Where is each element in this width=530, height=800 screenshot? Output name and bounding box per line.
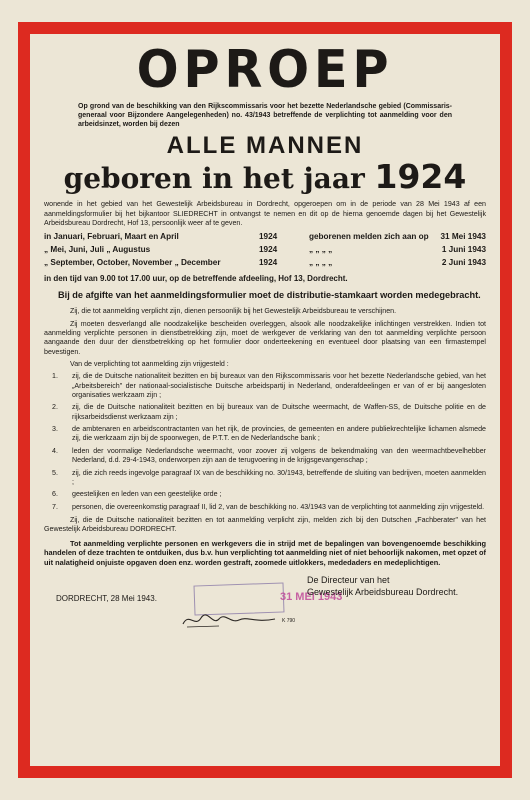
- list-item-text: leden der voormalige Nederlandsche weermacht, voor zoover zij volgens de bekendmaking van den weermachtbevelhebber Nederland, d.d. 29-4-1943, onderworpen zijn aan de terugvoering in de krijgsgevangenschap ;: [72, 446, 486, 465]
- signature-icon: [179, 610, 279, 630]
- schedule-year: 1924: [259, 257, 278, 267]
- signature-note: K 790: [282, 618, 296, 624]
- schedule-date: 1 Juni 1943: [441, 245, 486, 255]
- list-item-number: 7.: [52, 502, 58, 511]
- list-item-number: 2.: [52, 403, 58, 412]
- headline-year: 1924: [374, 157, 467, 197]
- list-item-text: zij, die de Duitsche nationaliteit bezitten en bij bureaux van de Duitsche weermacht, de Waffen-SS, de Duitsche politie en de rijksarbeidsdienst werkzaam zijn ;: [72, 403, 486, 421]
- headline-all-men: ALLE MANNEN: [166, 131, 364, 159]
- headline-born: [44, 159, 486, 195]
- list-item: [44, 490, 486, 499]
- schedule-action: geborenen melden zich aan op: [309, 232, 429, 242]
- list-item: [44, 425, 486, 444]
- list-item-number: 3.: [52, 425, 58, 434]
- exemptions-intro: Van de verplichting tot aanmelding zijn vrijgesteld :: [70, 359, 229, 368]
- schedule-date: 31 Mei 1943: [440, 232, 486, 242]
- schedule-action: „ „ „ „: [309, 245, 333, 255]
- lead-paragraph: Op grond van de beschikking van den Rijkscommissaris voor het bezette Nederlandsche gebied (Commissaris-generaal voor Bijzondere Aangelegenheden) no. 43/1943 betreffende de verplichting tot aanmelding voor den arbeidsinzet, worden bij dezen: [78, 103, 452, 129]
- poster-footer: [44, 574, 486, 634]
- list-item: [44, 469, 486, 488]
- intro-paragraph: wonende in het gebied van het Gewestelijk Arbeidsbureau in Dordrecht, opgeroepen om in de periode van 28 Mei 1943 af een aanmeldingsformulier bij het bijkantoor SLIEDRECHT in ontvangst te nemen en dit op de hierna genoemde dagen bij het Gewestelijk Arbeidsbureau Dordrecht, Hof 13, persoonlijk weer af te geven.: [44, 200, 486, 228]
- schedule-date: 2 Juni 1943: [441, 257, 486, 267]
- list-item-text: zij, die zich reeds ingevolge paragraaf IX van de beschikking no. 30/1943, betreffende de sluiting van bedrijven, moeten aanmelden ;: [72, 468, 486, 486]
- poster-content: [30, 34, 500, 766]
- list-item: [44, 447, 486, 466]
- list-item: [44, 372, 486, 400]
- schedule-table: [44, 231, 486, 269]
- schedule-row: [44, 257, 486, 270]
- german-nationals-paragraph: Zij, die de Duitsche nationaliteit bezitten en tot aanmelding verplicht zijn, melden zich bij den Dutschen „Fachberater" van het Gewestelijk Arbeidsbureau DORDRECHT.: [44, 515, 486, 534]
- place-date: DORDRECHT, 28 Mei 1943.: [56, 594, 157, 603]
- director-office: Gewestelijk Arbeidsbureau Dordrecht.: [307, 587, 459, 598]
- schedule-months: „ September, October, November „ December: [44, 257, 221, 267]
- poster-title: OPROEP: [136, 40, 394, 100]
- schedule-months: in Januari, Februari, Maart en April: [44, 232, 179, 242]
- list-item: [44, 403, 486, 422]
- list-item-text: zij, die de Duitsche nationaliteit bezitten en bij bureaux van den Rijkscommissaris voor het bezette Nederlandsche gebied, van het „Arbeitsbereich" der nationaal-socialistische Duitsche arbeidspartij in Nederland, onderafdeelingen er van of er bij aangesloten organisaties werkzaam zijn ;: [72, 372, 486, 400]
- documents-paragraph: Zij moeten desverlangd alle noodzakelijke bescheiden overleggen, alsook alle noodzakelijke inlichtingen verstrekken. Indien tot aanmelding verplichte personen in dienstbetrekking zijn, moet de werkgever de verklaring van den tot aanmelding verplichte persoon aangaande den duur der dienstbetrekking op het formulier door onderteekening en eventueel door plaatsing van een firmastempel bevestigen.: [44, 319, 486, 356]
- personal-appearance-paragraph: Zij, die tot aanmelding verplicht zijn, dienen persoonlijk bij het Gewestelijk Arbeidsbureau te verschijnen.: [70, 307, 397, 316]
- penalty-paragraph: Tot aanmelding verplichte personen en werkgevers die in strijd met de bepalingen van bovengenoemde beschikking handelen of deze trachten te ontduiken, dus b.v. hun verplichting tot aanmelding niet of niet behoorlijk nakomen, met opzet of uit nalatigheid onjuiste opgaven doen enz. worden gestraft, zoomede uitlokkers, mededaders en medeplichtigen.: [44, 538, 486, 568]
- hours-line: in den tijd van 9.00 tot 17.00 uur, op de betreffende afdeeling, Hof 13, Dordrecht.: [44, 273, 348, 283]
- schedule-year: 1924: [259, 232, 278, 242]
- list-item-text: de ambtenaren en arbeidscontractanten van het rijk, de provincies, de gemeenten en andere publiekrechtelijke lichamen alsmede zij, die werkzaam zijn bij de spoorwegen, de P.T.T. en de Nederlandsche bank ;: [72, 425, 486, 443]
- schedule-row: [44, 231, 486, 244]
- list-item-number: 4.: [52, 446, 58, 455]
- list-item-number: 1.: [52, 372, 58, 381]
- director-signature-block: [307, 574, 482, 598]
- headline-born-text: geboren in het jaar: [63, 162, 365, 196]
- schedule-row: [44, 244, 486, 257]
- director-title: De Directeur van het: [307, 575, 390, 585]
- schedule-year: 1924: [259, 245, 278, 255]
- list-item: [44, 503, 486, 512]
- list-item-number: 6.: [52, 490, 58, 499]
- stamkaart-notice: Bij de afgifte van het aanmeldingsformulier moet de distributie-stamkaart worden medegebracht.: [58, 290, 481, 301]
- list-item-text: geestelijken en leden van een geestelijke orde ;: [72, 490, 222, 499]
- list-item-text: personen, die overeenkomstig paragraaf II, lid 2, van de beschikking no. 43/1943 van de verplichting tot aanmelding zijn vrijgesteld.: [72, 502, 485, 511]
- schedule-action: „ „ „ „: [309, 257, 333, 267]
- stamp-date: 31 MEI 1943: [280, 591, 343, 603]
- schedule-months: „ Mei, Juni, Juli „ Augustus: [44, 245, 151, 255]
- exemptions-list: [44, 372, 486, 512]
- list-item-number: 5.: [52, 468, 58, 477]
